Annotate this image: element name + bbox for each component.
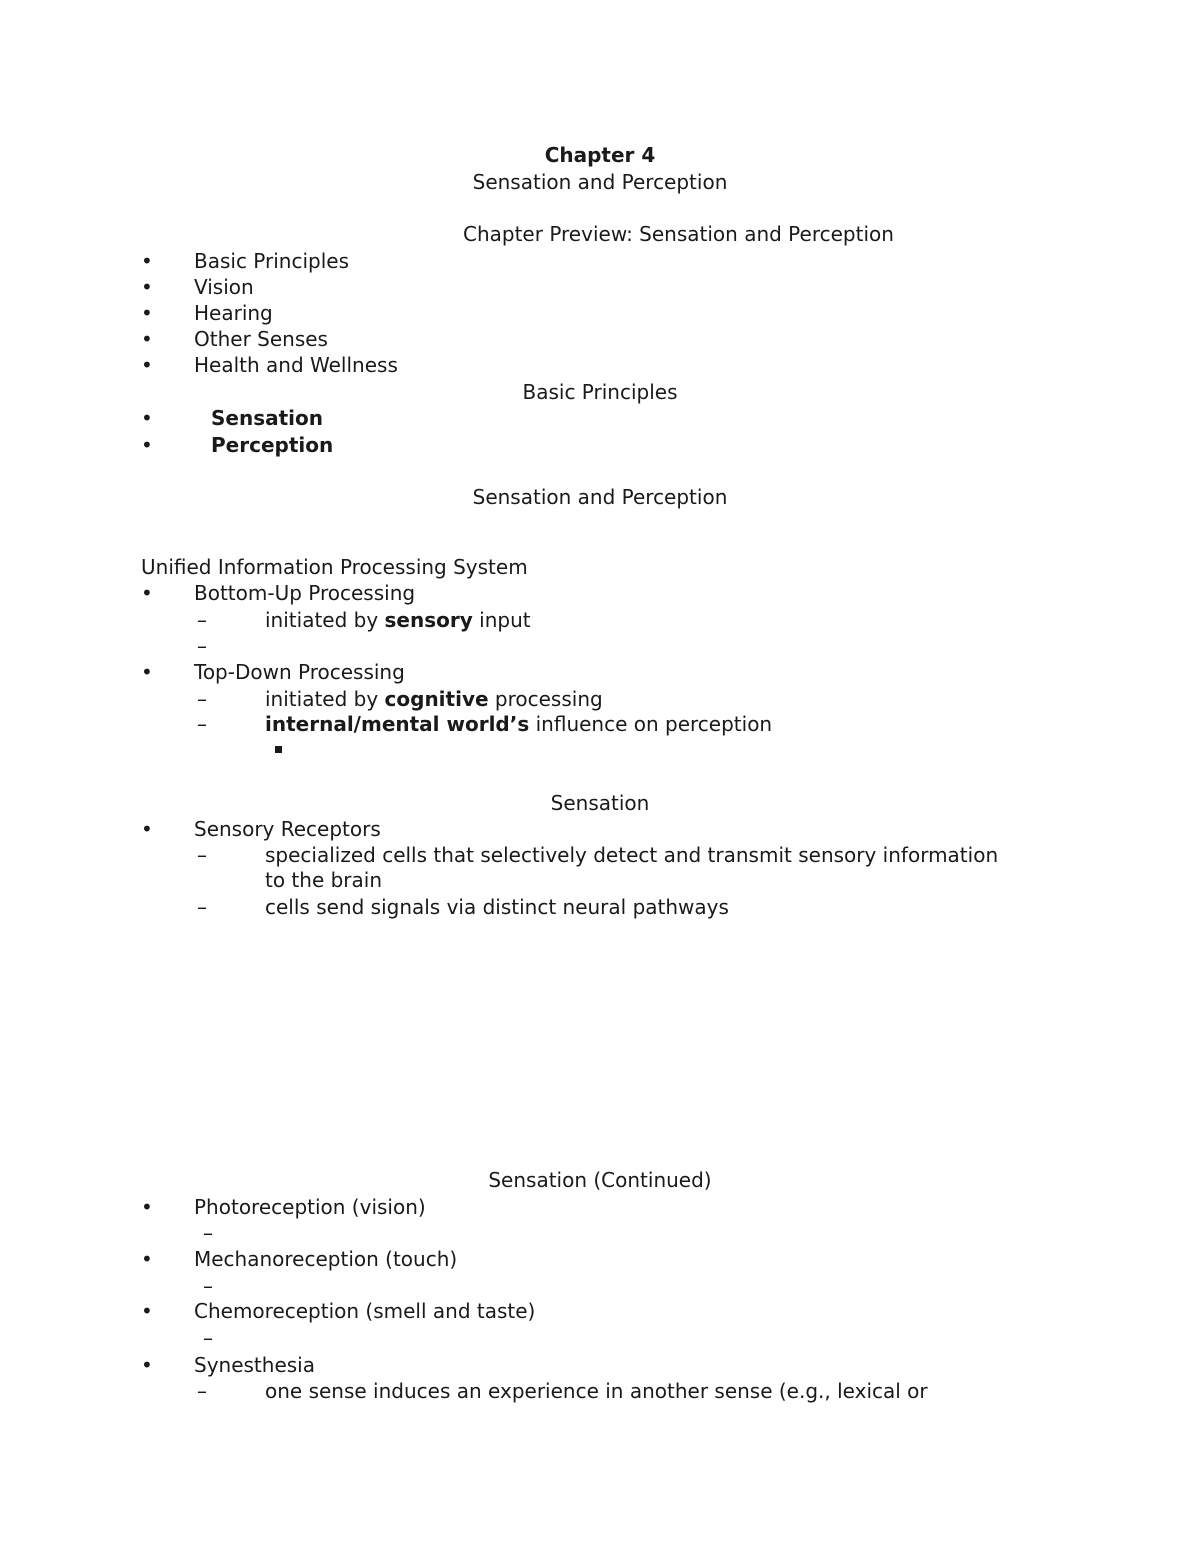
dash-glyph: – bbox=[197, 687, 207, 711]
system-title: Unified Information Processing System bbox=[141, 555, 528, 579]
dash-glyph: – bbox=[203, 1221, 213, 1245]
dash-glyph: – bbox=[197, 895, 207, 919]
bullet-glyph: • bbox=[141, 275, 153, 299]
bottom-up-label: Bottom-Up Processing bbox=[194, 581, 416, 605]
chapter-subtitle: Sensation and Perception bbox=[472, 170, 728, 194]
preview-item-vision: Vision bbox=[194, 275, 254, 299]
dash-glyph: – bbox=[203, 1274, 213, 1298]
synesthesia: Synesthesia bbox=[194, 1353, 315, 1377]
bold-term: internal/mental world’s bbox=[265, 712, 530, 736]
dash-glyph: – bbox=[197, 634, 207, 658]
synesthesia-sub: one sense induces an experience in another sense (e.g., lexical or bbox=[265, 1379, 928, 1403]
preview-item-other-senses: Other Senses bbox=[194, 327, 328, 351]
text-run: initiated by bbox=[265, 608, 385, 632]
bullet-glyph: • bbox=[141, 1353, 153, 1377]
receptors-sub1-line1: specialized cells that selectively detect and transmit sensory information bbox=[265, 843, 999, 867]
chemoreception: Chemoreception (smell and taste) bbox=[194, 1299, 536, 1323]
bullet-glyph: • bbox=[141, 301, 153, 325]
sensory-receptors: Sensory Receptors bbox=[194, 817, 381, 841]
receptors-sub1-line2: to the brain bbox=[265, 868, 383, 892]
text-run: influence on perception bbox=[529, 712, 773, 736]
text-run: processing bbox=[488, 687, 603, 711]
square-bullet-icon bbox=[275, 746, 282, 753]
bold-term: cognitive bbox=[384, 687, 489, 711]
basic-principles-heading: Basic Principles bbox=[522, 380, 678, 404]
bullet-glyph: • bbox=[141, 1195, 153, 1219]
bullet-glyph: • bbox=[141, 581, 153, 605]
bullet-glyph: • bbox=[141, 406, 153, 430]
dash-glyph: – bbox=[197, 712, 207, 736]
sensation-heading: Sensation bbox=[550, 791, 650, 815]
principle-perception: Perception bbox=[211, 433, 334, 457]
sensation-continued-heading: Sensation (Continued) bbox=[488, 1168, 712, 1192]
photoreception: Photoreception (vision) bbox=[194, 1195, 426, 1219]
chapter-title: Chapter 4 bbox=[544, 143, 656, 167]
text-run: initiated by bbox=[265, 687, 385, 711]
bullet-glyph: • bbox=[141, 249, 153, 273]
dash-glyph: – bbox=[203, 1326, 213, 1350]
preview-item-health-wellness: Health and Wellness bbox=[194, 353, 398, 377]
bullet-glyph: • bbox=[141, 817, 153, 841]
bullet-glyph: • bbox=[141, 660, 153, 684]
text-run: input bbox=[472, 608, 531, 632]
mechanoreception: Mechanoreception (touch) bbox=[194, 1247, 458, 1271]
preview-item-hearing: Hearing bbox=[194, 301, 273, 325]
preview-heading: Chapter Preview: Sensation and Perception bbox=[463, 222, 894, 246]
bullet-glyph: • bbox=[141, 1299, 153, 1323]
top-down-label: Top-Down Processing bbox=[194, 660, 405, 684]
receptors-sub2: cells send signals via distinct neural pathways bbox=[265, 895, 729, 919]
preview-item-basic-principles: Basic Principles bbox=[194, 249, 349, 273]
dash-glyph: – bbox=[197, 608, 207, 632]
top-down-sub1 bbox=[265, 687, 603, 711]
bottom-up-sub1 bbox=[265, 608, 531, 632]
bold-term: sensory bbox=[384, 608, 473, 632]
top-down-sub2 bbox=[265, 712, 772, 736]
bullet-glyph: • bbox=[141, 1247, 153, 1271]
dash-glyph: – bbox=[197, 843, 207, 867]
dash-glyph: – bbox=[197, 1379, 207, 1403]
sensation-perception-heading: Sensation and Perception bbox=[472, 485, 728, 509]
bullet-glyph: • bbox=[141, 327, 153, 351]
bullet-glyph: • bbox=[141, 433, 153, 457]
bullet-glyph: • bbox=[141, 353, 153, 377]
principle-sensation: Sensation bbox=[211, 406, 324, 430]
